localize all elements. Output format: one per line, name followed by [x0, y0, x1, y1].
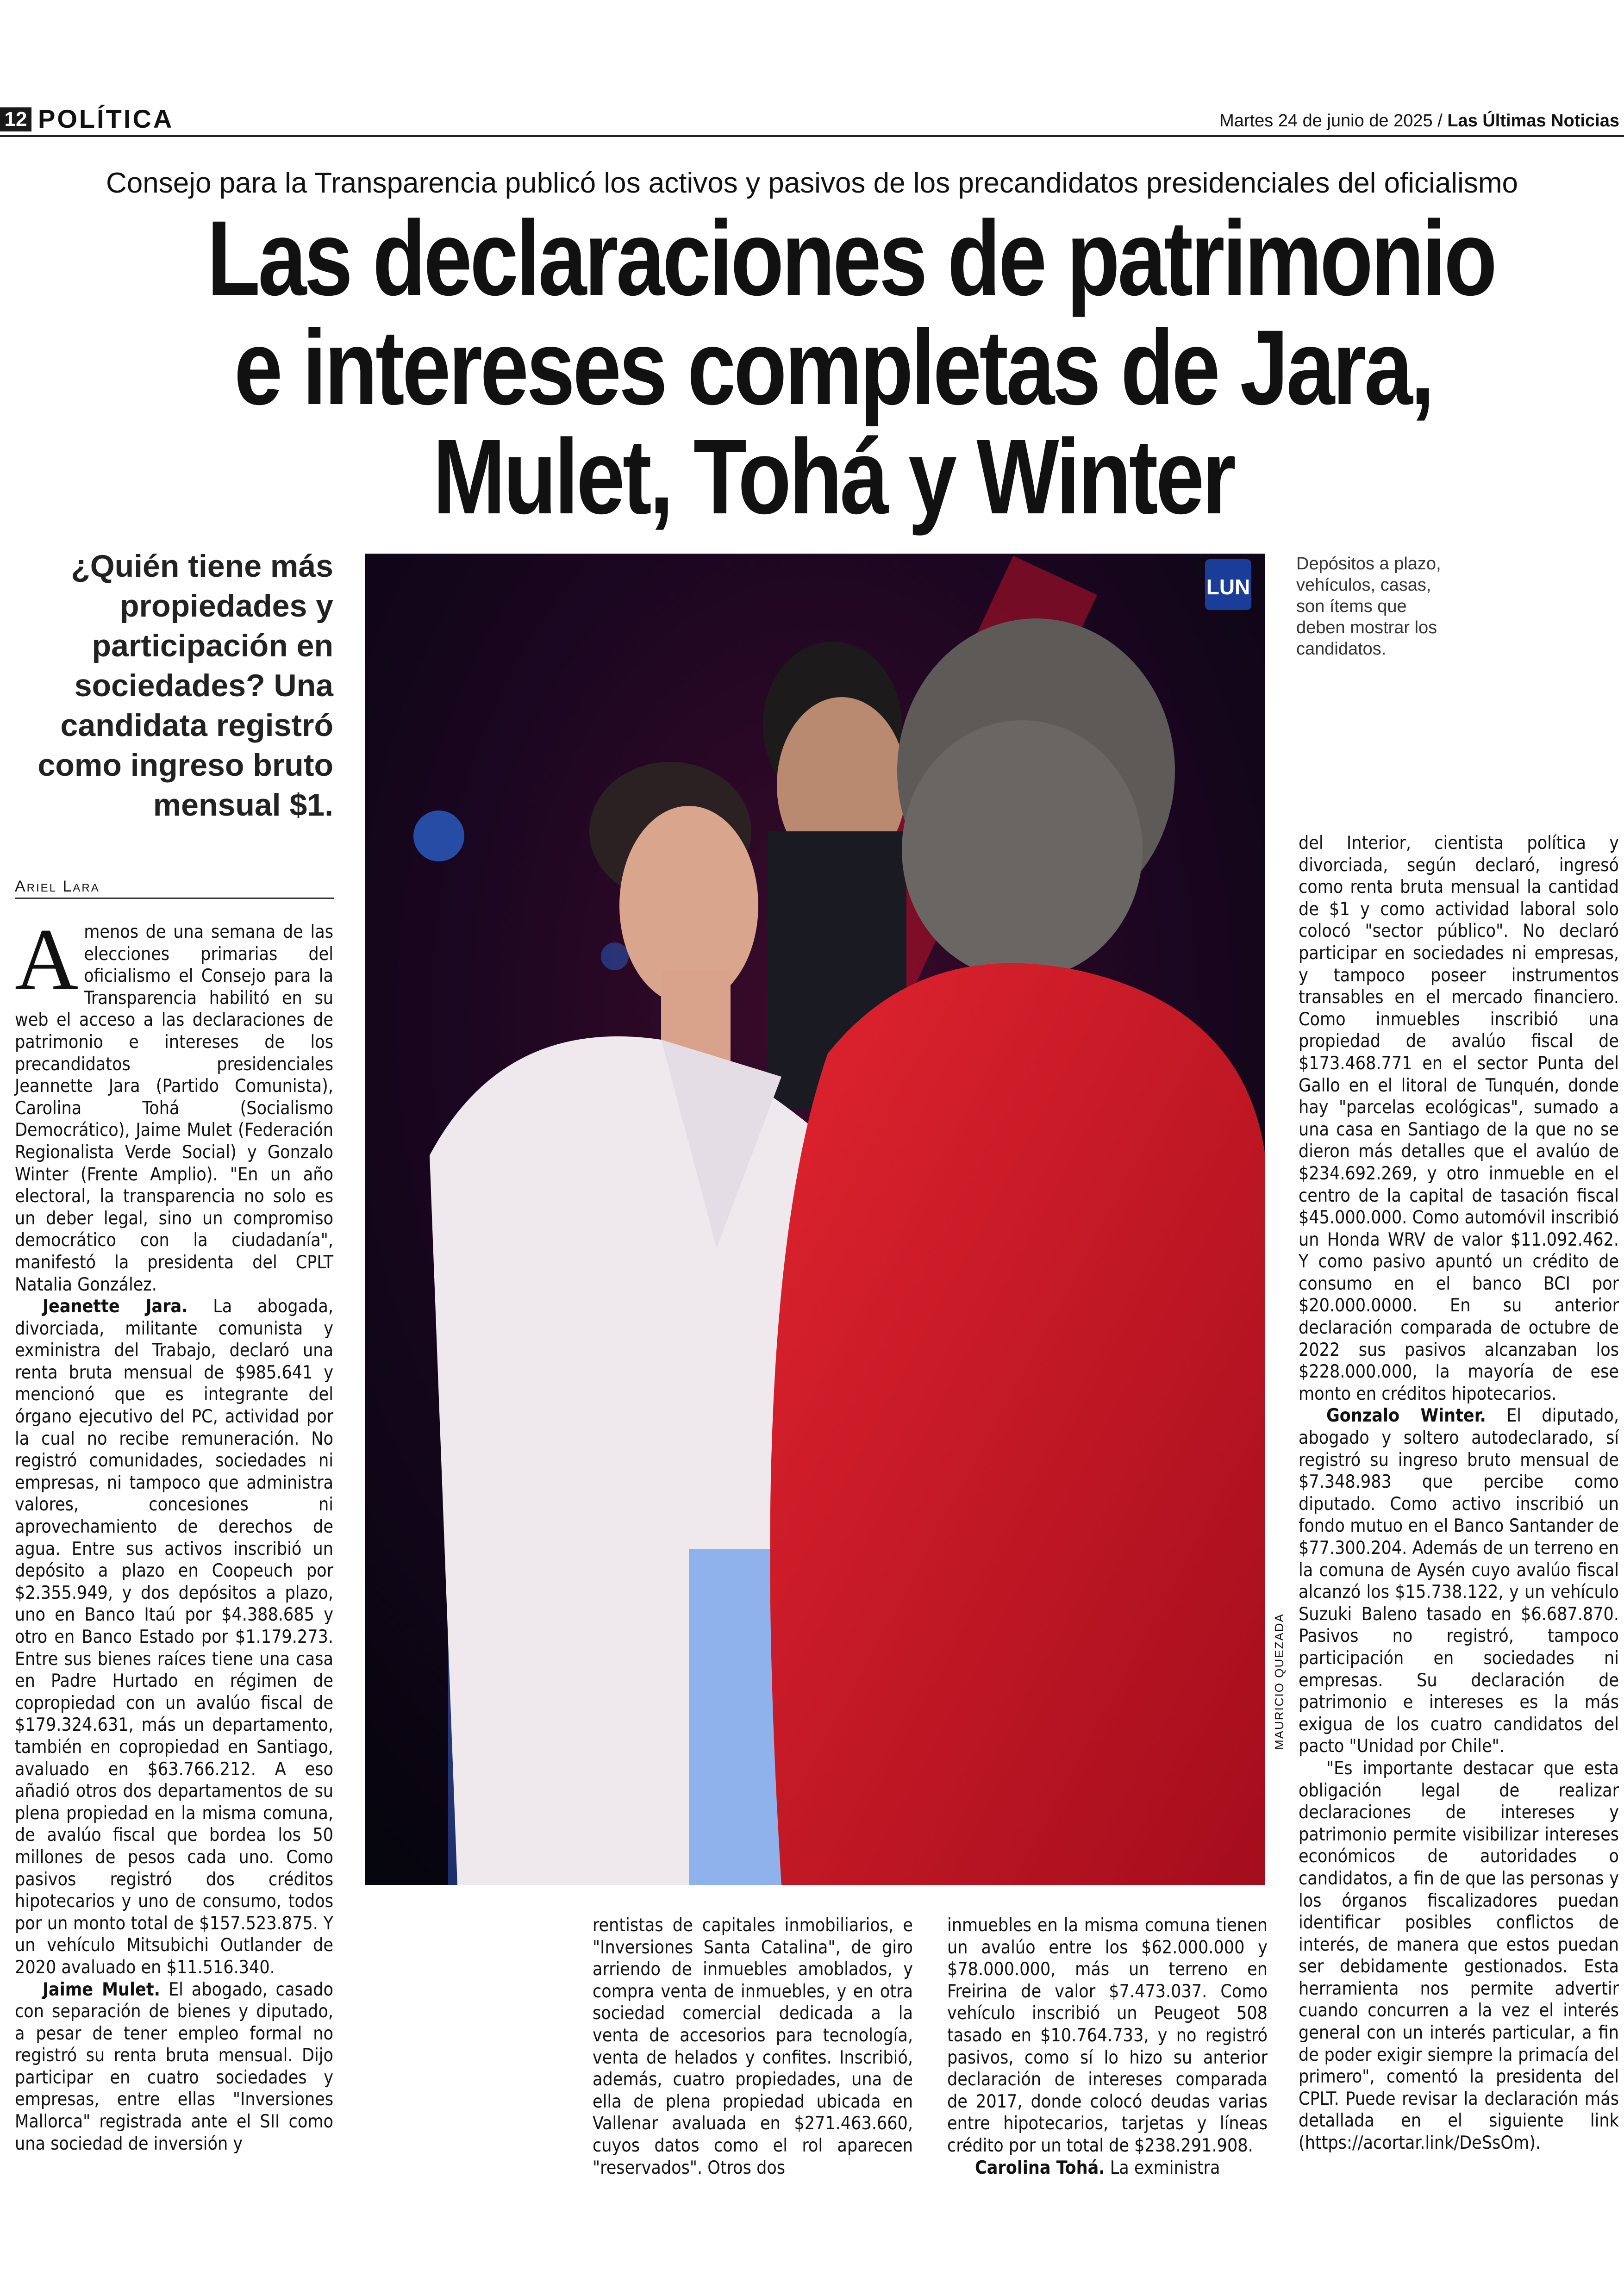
mulet-continued: rentistas de capitales inmobiliarios, e "Inversiones Santa Catalina", de giro arriendo de inmuebles amoblados, y compra venta de inmuebles, y en otra sociedad comercial dedicada a la venta de accesorios para tecnología, venta de helados y confites. Inscribió, además, cuatro propiedades, una de ella de plena propiedad ubicada en Vallenar avaluada en $271.463.660, cuyos datos como el rol aparecen "reservados". Otros dos: [593, 1915, 913, 2178]
closing-quote: "Es importante destacar que esta obligación legal de realizar declaraciones de intereses y patrimonio permite visibilizar intereses económicos de autoridades o candidatos, a fin de que las personas y los órganos fiscalizadores puedan identificar posibles conflictos de interés, de manera que estos puedan ser debidamente gestionados. Esta herramienta nos permite advertir cuando concurren a la vez el interés general con un interés particular, a fin de poder exigir siempre la primacía del primero", comentó la presidenta del CPLT. Puede revisar la declaración más detallada en el siguiente link (https://acortar.link/DeSsOm).: [1299, 1758, 1619, 2154]
mulet-paragraph: El abogado, casado con separación de bienes y diputado, a pesar de tener empleo formal no registró su renta bruta mensual. Dijo participar en cuatro sociedades y empresas, entre ellas "Inversiones Mallorca" registrada ante el SII como una sociedad de inversión y: [15, 1979, 333, 2154]
date-separator: /: [1437, 111, 1443, 131]
article-headline: [207, 199, 1495, 536]
issue-date-line: [1219, 110, 1619, 131]
debate-photo: [365, 554, 1265, 1885]
headline-line: Mulet, Tohá y Winter: [432, 417, 1234, 536]
byline: Ariel Lara: [15, 878, 334, 899]
article-deck: ¿Quién tiene más propiedades y participación en sociedades? Una candidata registró como ingreso bruto mensual $1.: [37, 549, 333, 823]
photo-caption: Depósitos a plazo, vehículos, casas, son ítems que deben mostrar los candidatos.: [1296, 554, 1441, 659]
mulet-conclusion: inmuebles en la misma comuna tienen un avalúo entre los $62.000.000 y $78.000.000, más un terreno en Freirina de valor $7.473.037. Como vehículo inscribió un Peugeot 508 tasado en $10.764.733, y no registró pasivos, como sí lo hizo su anterior declaración de intereses comparada de 2017, donde colocó deudas varias entre hipotecarios, tarjetas y líneas crédito por un total de $238.291.908.: [947, 1915, 1268, 2156]
section-title: POLÍTICA: [38, 104, 174, 133]
photo-logo: LUN: [1206, 575, 1250, 599]
page-number: 12: [0, 107, 31, 131]
toha-paragraph: del Interior, cientista política y divorciada, según declaró, ingresó como renta bruta mensual la cantidad de $1 y como actividad laboral solo colocó "sector público". No declaró participar en sociedades ni empresas, y tampoco poseer instrumentos transables en el mercado financiero. Como inmuebles inscribió una propiedad de avalúo fiscal de $173.468.771 en el sector Punta del Gallo en el litoral de Tunquén, donde hay "parcelas ecológicas", sumado a una casa en Santiago de la que no se dieron más detalles que el avalúo de $234.692.269, y otro inmueble en el centro de la capital de tasación fiscal $45.000.000. Como automóvil inscribió un Honda WRV de valor $11.092.462. Y como pasivo apuntó un crédito de consumo en el banco BCI por $20.000.0000. En su anterior declaración comparada de octubre de 2022 sus pasivos alcanzaban los $228.000.000, la mayoría de ese monto en créditos hipotecarios.: [1299, 833, 1619, 1404]
photo-illustration: [365, 554, 1265, 1885]
header-rule: [0, 135, 1624, 137]
candidate-name-jara: Jeanette Jara.: [43, 1296, 188, 1317]
jara-paragraph: La abogada, divorciada, militante comunista y exministra del Trabajo, declaró una renta bruta mensual de $985.641 y mencionó que es integrante del órgano ejecutivo del PC, actividad por la cual no recibe remuneración. No registró comunidades, sociedades ni empresas, ni tampoco que administra valores, concesiones ni aprovechamiento de derechos de agua. Entre sus activos inscribió un depósito a plazo en Coopeuch por $2.355.949, y dos depósitos a plazo, uno en Banco Itaú por $4.388.685 y otro en Banco Estado por $1.179.273. Entre sus bienes raíces tiene una casa en Padre Hurtado en régimen de copropiedad con un avalúo fiscal de $179.324.631, más un departamento, también en copropiedad en Santiago, avaluado en $63.766.212. A eso añadió otros dos departamentos de su plena propiedad en la misma comuna, de avalúo fiscal que bordea los 50 millones de pesos cada uno. Como pasivos registró dos créditos hipotecarios y uno de consumo, todos por un monto total de $157.523.875. Y un vehículo Mitsubichi Outlander de 2020 avaluado en $11.516.340.: [15, 1296, 333, 1978]
candidate-name-mulet: Jaime Mulet.: [43, 1979, 160, 2000]
drop-cap: A: [15, 911, 79, 1008]
intro-paragraph: menos de una semana de las elecciones primarias del oficialismo el Consejo para la Transparencia habilitó en su web el acceso a las declaraciones de patrimonio e intereses de los precandidatos presidenciales Jeannette Jara (Partido Comunista), Carolina Tohá (Socialismo Democrático), Jaime Mulet (Federación Regionalista Verde Social) y Gonzalo Winter (Frente Amplio). "En un año electoral, la transparencia no solo es un deber legal, sino un compromiso democrático con la ciudadanía", manifestó la presidenta del CPLT Natalia González.: [15, 922, 333, 1295]
candidate-name-winter: Gonzalo Winter.: [1326, 1405, 1486, 1427]
issue-date: Martes 24 de junio de 2025: [1219, 111, 1433, 131]
newspaper-name: Las Últimas Noticias: [1447, 111, 1619, 131]
candidate-name-toha: Carolina Tohá.: [975, 2157, 1105, 2178]
article-kicker: Consejo para la Transparencia publicó los activos y pasivos de los precandidatos presidenciales del oficialismo: [106, 167, 1518, 199]
headline-line: e intereses completas de Jara,: [234, 308, 1433, 427]
article-column-2: [593, 1915, 913, 2179]
toha-paragraph-start: La exministra: [1110, 2157, 1220, 2178]
winter-paragraph: El diputado, abogado y soltero autodeclarado, sí registró su ingreso bruto mensual de $7.348.983 que percibe como diputado. Como activo inscribió un fondo mutuo en el Banco Santander de $77.300.204. Además de un terreno en la comuna de Aysén cuyo avalúo fiscal alcanzó los $15.738.122, y un vehículo Suzuki Baleno tasado en $6.687.870. Pasivos no registró, tampoco participación en sociedades ni empresas. Su declaración de patrimonio e intereses es la más exigua de los cuatro candidatos del pacto "Unidad por Chile".: [1299, 1405, 1619, 1757]
article-column-3: [947, 1915, 1268, 2179]
photo-credit: MAURICIO QUEZADA: [1272, 1613, 1286, 1750]
headline-line: Las declaraciones de patrimonio: [207, 199, 1495, 318]
article-column-1: [15, 911, 333, 2155]
article-column-4: [1299, 832, 1619, 2154]
